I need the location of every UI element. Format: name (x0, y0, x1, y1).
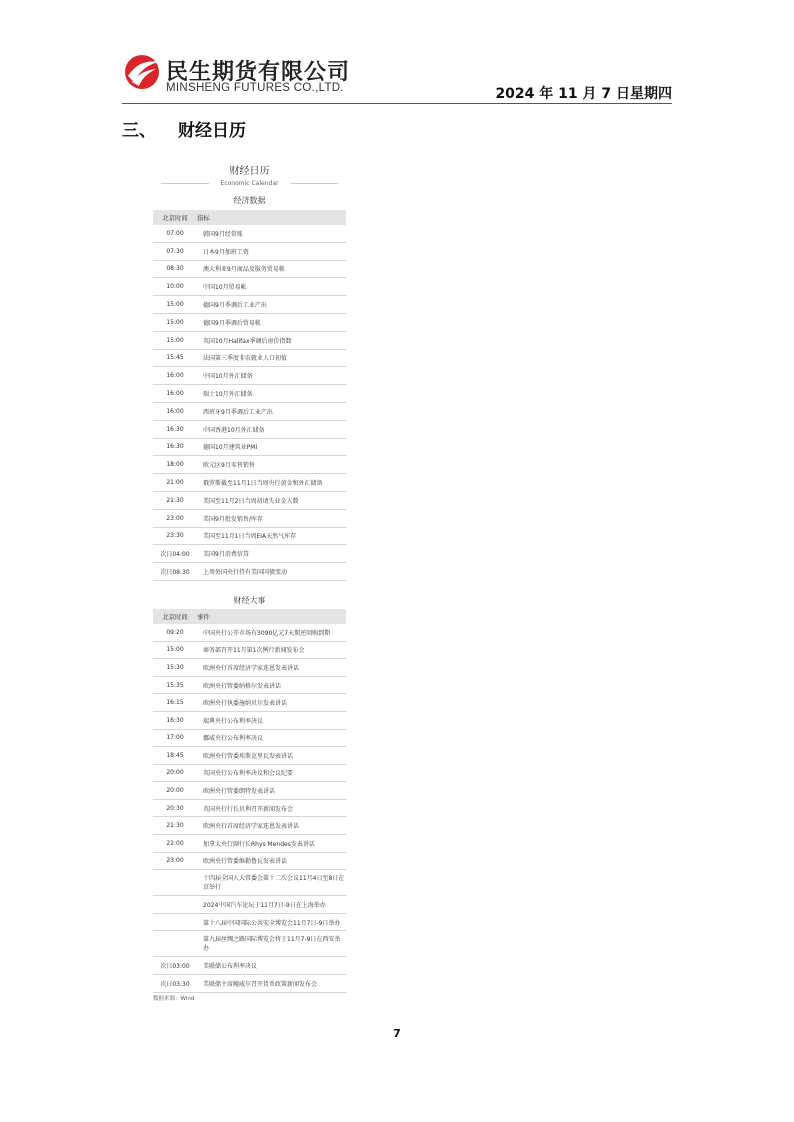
row-item: 十四届全国人大常委会第十二次会议11月4日至8日在京举行 (197, 870, 346, 896)
economic-data-table (153, 210, 346, 581)
table-row (153, 260, 346, 278)
table-row (153, 694, 346, 712)
row-item: 中国央行公开市场有3090亿元7天期逆回购到期 (197, 624, 346, 641)
page-header (122, 52, 672, 104)
table-row (153, 563, 346, 581)
table-row (153, 957, 346, 975)
row-item: 法国第三季度非农就业人口初值 (197, 349, 346, 367)
company-name-cn: 民生期货有限公司 (166, 60, 351, 85)
data-source: 数据来源：Wind (153, 995, 195, 1002)
row-time: 23:00 (153, 509, 197, 527)
table-row (153, 456, 346, 474)
row-item: 2024中国汽车论坛于11月7日-9日在上海举办 (197, 896, 346, 914)
row-time: 15:00 (153, 641, 197, 659)
table-row (153, 491, 346, 509)
table-row (153, 931, 346, 957)
table-row (153, 817, 346, 835)
row-time: 09:20 (153, 624, 197, 641)
section-heading (122, 116, 246, 141)
row-item: 英国央行行长贝利召开新闻发布会 (197, 799, 346, 817)
table-row (153, 349, 346, 367)
row-item: 欧洲央行管委朗特发表讲话 (197, 782, 346, 800)
economic-calendar (153, 165, 346, 1002)
row-time: 15:00 (153, 296, 197, 314)
row-time: 16:30 (153, 438, 197, 456)
row-item: 欧洲央行管委纳格尔发表讲话 (197, 676, 346, 694)
row-time (153, 896, 197, 914)
table-row (153, 624, 346, 641)
table-row (153, 385, 346, 403)
row-item: 西班牙9月季调后工业产出 (197, 402, 346, 420)
section-title: 财经日历 (178, 121, 246, 141)
row-time: 22:00 (153, 835, 197, 853)
row-time (153, 913, 197, 931)
row-item: 欧洲央行执委施纳贝尔发表讲话 (197, 694, 346, 712)
table-row (153, 527, 346, 545)
row-time: 08:30 (153, 260, 197, 278)
column-header: 事件 (197, 609, 346, 624)
row-item: 韩国9月经常账 (197, 225, 346, 242)
table-row (153, 474, 346, 492)
events-heading: 财经大事 (233, 595, 266, 605)
row-time: 16:30 (153, 420, 197, 438)
row-time: 15:30 (153, 659, 197, 677)
economic-data-body (153, 225, 346, 580)
row-item: 美国至11月2日当周初请失业金人数 (197, 491, 346, 509)
table-row (153, 835, 346, 853)
row-item: 第九届丝绸之路国际博览会将于11月7-9日在西安举办 (197, 931, 346, 957)
company-name-en: MINSHENG FUTURES CO.,LTD. (166, 82, 344, 94)
row-item: 欧元区9月零售销售 (197, 456, 346, 474)
table-row (153, 747, 346, 765)
table-row (153, 913, 346, 931)
header-rule (122, 103, 672, 104)
row-time: 20:00 (153, 782, 197, 800)
row-item: 德国9月季调后贸易帐 (197, 313, 346, 331)
row-item: 澳大利亚9月商品及服务贸易帐 (197, 260, 346, 278)
table-row (153, 225, 346, 242)
table-row (153, 782, 346, 800)
row-time: 20:00 (153, 764, 197, 782)
row-time: 23:00 (153, 852, 197, 870)
table-row (153, 975, 346, 993)
table-row (153, 641, 346, 659)
row-item: 英国央行公布利率决议和会议纪要 (197, 764, 346, 782)
column-header: 北京时间 (153, 210, 197, 225)
report-date: 2024 年 11 月 7 日星期四 (495, 86, 672, 102)
row-time: 18:00 (153, 456, 197, 474)
events-body (153, 624, 346, 992)
row-time (153, 931, 197, 957)
row-time: 17:00 (153, 729, 197, 747)
row-item: 美国至11月1日当周EIA天然气库存 (197, 527, 346, 545)
row-time: 10:00 (153, 278, 197, 296)
row-item: 加拿大央行副行长Rhys Mendes发表讲话 (197, 835, 346, 853)
row-time: 16:00 (153, 367, 197, 385)
row-item: 瑞士10月外汇储备 (197, 385, 346, 403)
row-item: 中国香港10月外汇储备 (197, 420, 346, 438)
table-row (153, 545, 346, 563)
row-item: 第十八届中国国际公共安全博览会11月7日-9日举办 (197, 913, 346, 931)
table-header-row (153, 609, 346, 624)
table-row (153, 870, 346, 896)
events-table (153, 609, 346, 993)
table-row (153, 420, 346, 438)
row-item: 美国9月批发销售/库存 (197, 509, 346, 527)
row-item: 中国10月外汇储备 (197, 367, 346, 385)
row-item: 欧洲央行首席经济学家连恩发表讲话 (197, 659, 346, 677)
row-item: 俄罗斯截至11月1日当周央行黄金和外汇储备 (197, 474, 346, 492)
table-row (153, 676, 346, 694)
table-row (153, 764, 346, 782)
minsheng-logo-icon (122, 52, 162, 92)
row-item: 欧洲央行管委维勒鲁瓦发表讲话 (197, 852, 346, 870)
table-row (153, 367, 346, 385)
column-header: 指标 (197, 210, 346, 225)
row-item: 中国10月贸易帐 (197, 278, 346, 296)
column-header: 北京时间 (153, 609, 197, 624)
row-item: 英国10月Halifax季调后房价指数 (197, 331, 346, 349)
table-row (153, 799, 346, 817)
row-time: 16:30 (153, 711, 197, 729)
table-row (153, 711, 346, 729)
row-item: 欧洲央行管委埃斯克里瓦发表讲话 (197, 747, 346, 765)
row-item: 美国9月消费信贷 (197, 545, 346, 563)
section-number: 三、 (122, 121, 156, 141)
row-time (153, 870, 197, 896)
table-row (153, 402, 346, 420)
table-row (153, 242, 346, 260)
row-time: 次日03:00 (153, 957, 197, 975)
row-item: 瑞典央行公布利率决议 (197, 711, 346, 729)
row-time: 07:00 (153, 225, 197, 242)
row-time: 21:00 (153, 474, 197, 492)
row-time: 16:00 (153, 385, 197, 403)
row-item: 德国10月建筑业PMI (197, 438, 346, 456)
row-time: 次日03:30 (153, 975, 197, 993)
row-time: 20:30 (153, 799, 197, 817)
row-time: 16:00 (153, 402, 197, 420)
row-item: 美联储公布利率决议 (197, 957, 346, 975)
table-row (153, 509, 346, 527)
row-item: 挪威央行公布利率决议 (197, 729, 346, 747)
row-time: 15:45 (153, 349, 197, 367)
row-time: 次日04:00 (153, 545, 197, 563)
row-time: 07:30 (153, 242, 197, 260)
table-row (153, 331, 346, 349)
row-time: 16:15 (153, 694, 197, 712)
calendar-title: 财经日历 (229, 166, 270, 177)
row-time: 次日08:30 (153, 563, 197, 581)
table-row (153, 296, 346, 314)
table-row (153, 278, 346, 296)
table-header-row (153, 210, 346, 225)
calendar-subtitle: Economic Calendar (153, 179, 346, 188)
table-row (153, 729, 346, 747)
row-item: 德国9月季调后工业产出 (197, 296, 346, 314)
row-item: 商务部召开11月第1次例行新闻发布会 (197, 641, 346, 659)
row-item: 日本9月加班工资 (197, 242, 346, 260)
table-row (153, 852, 346, 870)
row-time: 15:00 (153, 331, 197, 349)
row-time: 18:45 (153, 747, 197, 765)
row-time: 21:30 (153, 817, 197, 835)
row-time: 21:30 (153, 491, 197, 509)
table-row (153, 896, 346, 914)
row-item: 欧洲央行首席经济学家连恩发表讲话 (197, 817, 346, 835)
row-time: 15:00 (153, 313, 197, 331)
row-item: 上周外国央行持有美国国债变动 (197, 563, 346, 581)
row-time: 15:35 (153, 676, 197, 694)
row-time: 23:30 (153, 527, 197, 545)
data-heading: 经济数据 (233, 196, 266, 205)
table-row (153, 313, 346, 331)
table-row (153, 438, 346, 456)
row-item: 美联储主席鲍威尔召开货币政策新闻发布会 (197, 975, 346, 993)
page-number: 7 (393, 1027, 401, 1040)
table-row (153, 659, 346, 677)
